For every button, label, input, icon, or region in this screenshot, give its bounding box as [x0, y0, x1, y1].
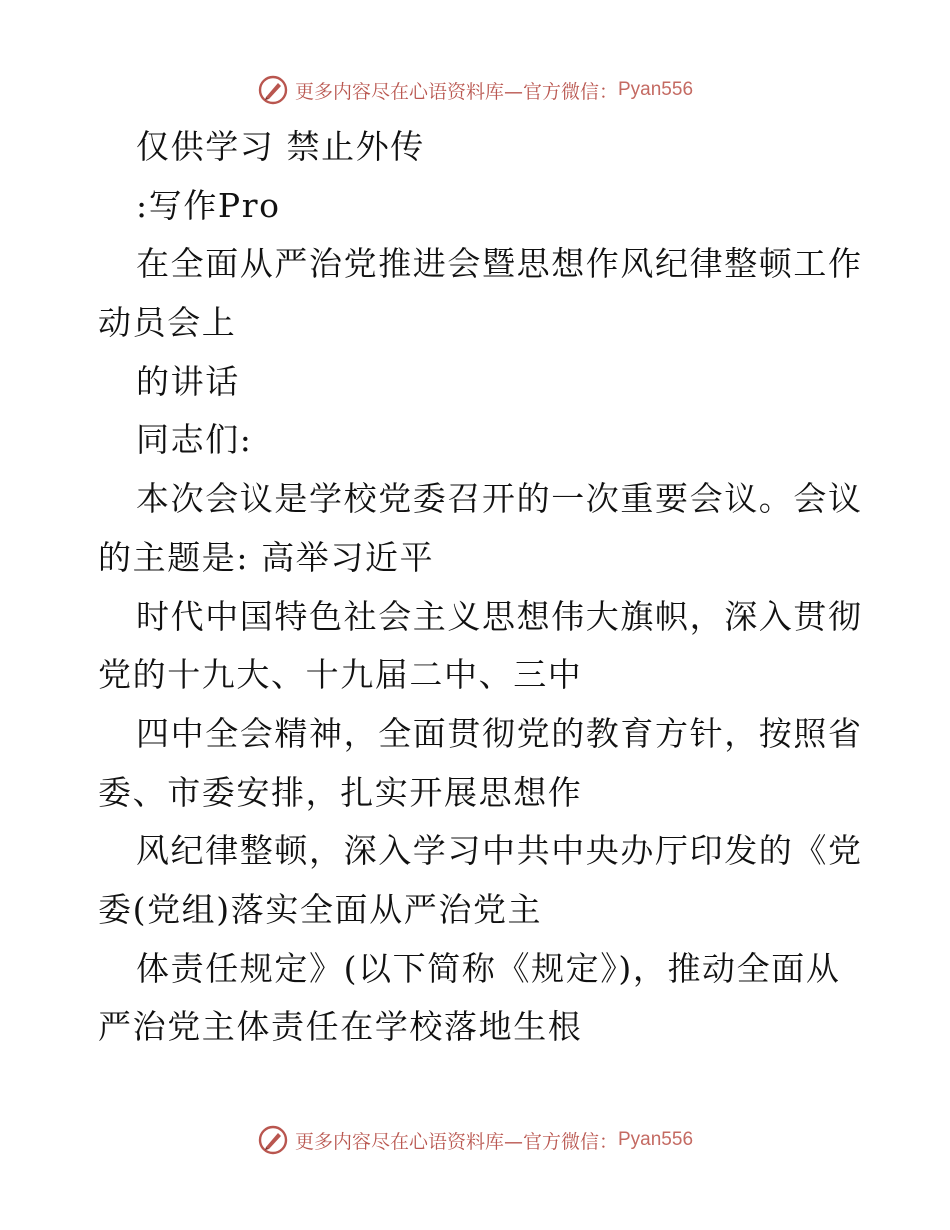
text-line: 同志们: [136, 420, 253, 460]
watermark-wechat-id: Pyan556 [618, 1129, 694, 1150]
pen-logo-icon [257, 1124, 289, 1156]
text-line: 动员会上 [98, 303, 237, 343]
watermark-text: 更多内容尽在心语资料库—官方微信： [294, 1130, 618, 1153]
text-line: 体责任规定》(以下简称《规定》)，推动全面从 [136, 948, 841, 988]
text-line: 党的十九大、十九届二中、三中 [98, 655, 583, 695]
text-line: 时代中国特色社会主义思想伟大旗帜，深入贯彻 [136, 596, 863, 636]
text-line: 的讲话 [136, 361, 240, 401]
text-line: 在全面从严治党推进会暨思想作风纪律整顿工作 [136, 244, 863, 284]
text-line: 风纪律整顿，深入学习中共中央办厅印发的《党 [136, 831, 863, 871]
text-line: 委、市委安排，扎实开展思想作 [98, 772, 583, 812]
text-line: :写作Pro [136, 185, 281, 225]
footer-watermark [0, 1120, 950, 1160]
text-line: 的主题是: 高举习近平 [98, 537, 435, 577]
pen-logo-icon [257, 74, 289, 106]
text-line: 委(党组)落实全面从严治党主 [98, 889, 543, 929]
text-line: 四中全会精神，全面贯彻党的教育方针，按照省 [136, 713, 863, 753]
text-line: 本次会议是学校党委召开的一次重要会议。会议 [136, 479, 863, 519]
watermark-wechat-id: Pyan556 [618, 79, 694, 100]
watermark-text: 更多内容尽在心语资料库—官方微信： [294, 80, 618, 103]
header-watermark [0, 70, 950, 110]
text-line: 仅供学习 禁止外传 [136, 127, 425, 166]
document-body [98, 118, 863, 1057]
text-line: 严治党主体责任在学校落地生根 [98, 1007, 583, 1047]
